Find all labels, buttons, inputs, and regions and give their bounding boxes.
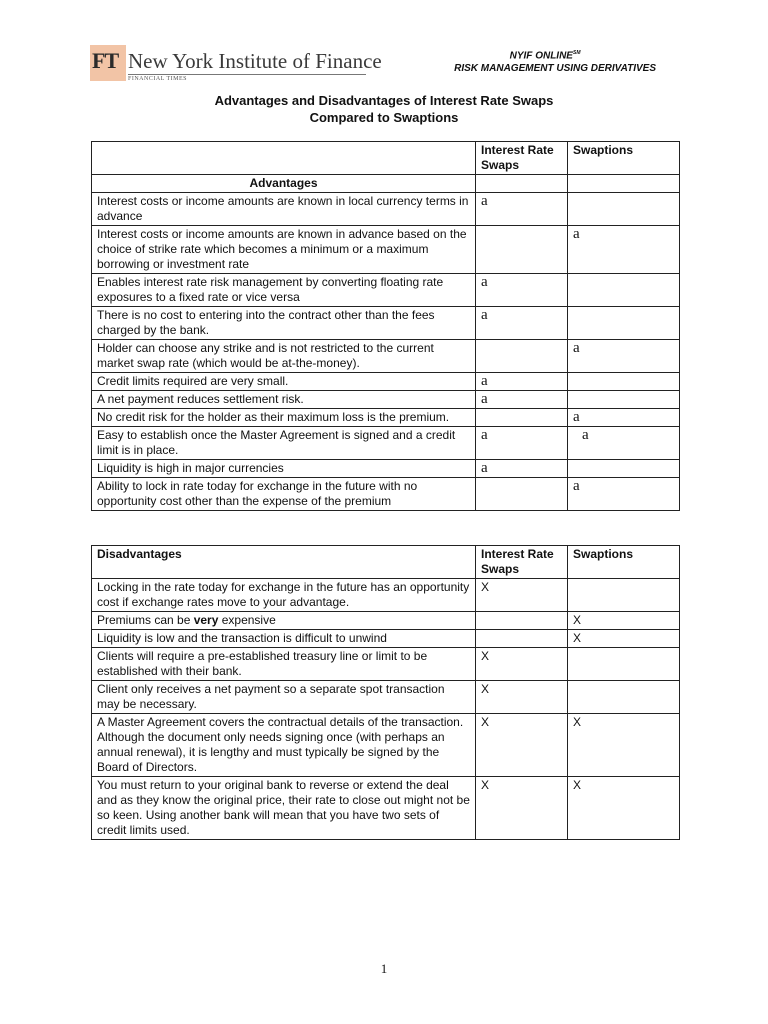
irs-mark — [476, 478, 568, 511]
logo-rule — [128, 74, 366, 75]
irs-mark — [476, 226, 568, 274]
irs-mark: a — [476, 391, 568, 409]
disadvantage-text: Locking in the rate today for exchange in the future has an opportunity cost if exchange rates move to your advantage. — [92, 579, 476, 612]
blank-cell — [476, 175, 568, 193]
swaption-mark: X — [568, 777, 680, 840]
irs-mark — [476, 340, 568, 373]
disadvantage-row — [92, 648, 680, 681]
swaption-mark — [568, 579, 680, 612]
advantage-text: There is no cost to entering into the contract other than the fees charged by the bank. — [92, 307, 476, 340]
swaption-mark — [568, 460, 680, 478]
advantage-text: Interest costs or income amounts are known in advance based on the choice of strike rate which becomes a minimum or a maximum borrowing or investment rate — [92, 226, 476, 274]
swaption-mark: a — [568, 226, 680, 274]
swaption-mark — [568, 648, 680, 681]
disadvantage-text: Clients will require a pre-established treasury line or limit to be established with their bank. — [92, 648, 476, 681]
advantage-row — [92, 427, 680, 460]
title-line1: Advantages and Disadvantages of Interest Rate Swaps — [214, 93, 554, 108]
swaption-mark — [568, 307, 680, 340]
disadvantage-row — [92, 681, 680, 714]
irs-mark: X — [476, 777, 568, 840]
advantage-row — [92, 340, 680, 373]
nyif-logo — [90, 45, 382, 85]
advantages-section-row — [92, 175, 680, 193]
irs-mark: a — [476, 460, 568, 478]
swaption-mark — [568, 681, 680, 714]
disadvantage-text: Client only receives a net payment so a separate spot transaction may be necessary. — [92, 681, 476, 714]
swaption-mark: X — [568, 630, 680, 648]
logo-name: New York Institute of Finance — [128, 49, 382, 73]
header-line1: NYIF ONLINE — [509, 50, 573, 62]
advantage-row — [92, 391, 680, 409]
irs-mark: a — [476, 373, 568, 391]
advantage-row — [92, 307, 680, 340]
col-interest-rate-swaps: Interest Rate Swaps — [476, 142, 568, 175]
disadvantage-row — [92, 777, 680, 840]
swaption-mark: a — [568, 409, 680, 427]
running-header — [454, 47, 656, 75]
col-swaptions: Swaptions — [568, 142, 680, 175]
irs-mark: X — [476, 681, 568, 714]
logo-subtitle: FINANCIAL TIMES — [128, 76, 188, 82]
page-number: 1 — [380, 961, 388, 976]
section-advantages: Advantages — [92, 175, 476, 193]
advantage-text: A net payment reduces settlement risk. — [92, 391, 476, 409]
advantage-row — [92, 478, 680, 511]
swaption-mark: a — [568, 478, 680, 511]
advantage-text: Ability to lock in rate today for exchange in the future with no opportunity cost other than the expense of the premium — [92, 478, 476, 511]
header-line2: RISK MANAGEMENT USING DERIVATIVES — [454, 63, 656, 75]
swaption-mark: X — [568, 612, 680, 630]
advantage-text: No credit risk for the holder as their maximum loss is the premium. — [92, 409, 476, 427]
advantage-text: Easy to establish once the Master Agreement is signed and a credit limit is in place. — [92, 427, 476, 460]
advantage-text: Credit limits required are very small. — [92, 373, 476, 391]
advantages-table — [91, 141, 680, 511]
logo-mark: FT — [92, 48, 119, 73]
irs-mark: X — [476, 579, 568, 612]
disadvantage-row — [92, 630, 680, 648]
col-swaptions: Swaptions — [568, 546, 680, 579]
irs-mark: a — [476, 307, 568, 340]
advantage-text: Interest costs or income amounts are known in local currency terms in advance — [92, 193, 476, 226]
header-service-mark: SM — [572, 50, 581, 56]
disadvantages-table — [91, 545, 680, 840]
advantage-row — [92, 373, 680, 391]
advantages-header-row — [92, 142, 680, 175]
swaption-mark: X — [568, 714, 680, 777]
irs-mark — [476, 409, 568, 427]
advantage-row — [92, 193, 680, 226]
advantage-row — [92, 226, 680, 274]
swaption-mark: a — [568, 340, 680, 373]
irs-mark: a — [476, 193, 568, 226]
text-part: expensive — [218, 613, 276, 627]
irs-mark: a — [476, 274, 568, 307]
disadvantage-row — [92, 714, 680, 777]
advantage-row — [92, 460, 680, 478]
col-interest-rate-swaps: Interest Rate Swaps — [476, 546, 568, 579]
swaption-mark: a — [568, 427, 680, 460]
disadvantage-row — [92, 579, 680, 612]
emphasis-text: very — [193, 613, 219, 627]
document-title — [0, 92, 768, 126]
irs-mark — [476, 612, 568, 630]
irs-mark: X — [476, 714, 568, 777]
advantage-row — [92, 274, 680, 307]
disadvantage-text — [92, 612, 476, 630]
irs-mark — [476, 630, 568, 648]
disadvantage-text: Liquidity is low and the transaction is difficult to unwind — [92, 630, 476, 648]
section-disadvantages: Disadvantages — [92, 546, 476, 579]
disadvantage-text: You must return to your original bank to reverse or extend the deal and as they know the original price, their rate to close out might not be so keen. Using another bank will mean that you have two sets of credit limits used. — [92, 777, 476, 840]
swaption-mark — [568, 193, 680, 226]
advantage-text: Holder can choose any strike and is not restricted to the current market swap rate (which would be at-the-money). — [92, 340, 476, 373]
swaption-mark — [568, 274, 680, 307]
title-line2: Compared to Swaptions — [309, 110, 459, 125]
swaption-mark — [568, 391, 680, 409]
advantage-text: Liquidity is high in major currencies — [92, 460, 476, 478]
swaption-mark — [568, 373, 680, 391]
irs-mark: a — [476, 427, 568, 460]
text-part: Premiums can be — [97, 613, 194, 627]
header-blank-cell — [92, 142, 476, 175]
disadvantage-text: A Master Agreement covers the contractual details of the transaction. Although the document only needs signing once (with perhaps an annual renewal), it is lengthy and must typically be signed by the Board of Directors. — [92, 714, 476, 777]
disadvantage-row — [92, 612, 680, 630]
disadvantages-header-row — [92, 546, 680, 579]
advantage-text: Enables interest rate risk management by converting floating rate exposures to a fixed rate or vice versa — [92, 274, 476, 307]
advantage-row — [92, 409, 680, 427]
blank-cell — [568, 175, 680, 193]
irs-mark: X — [476, 648, 568, 681]
